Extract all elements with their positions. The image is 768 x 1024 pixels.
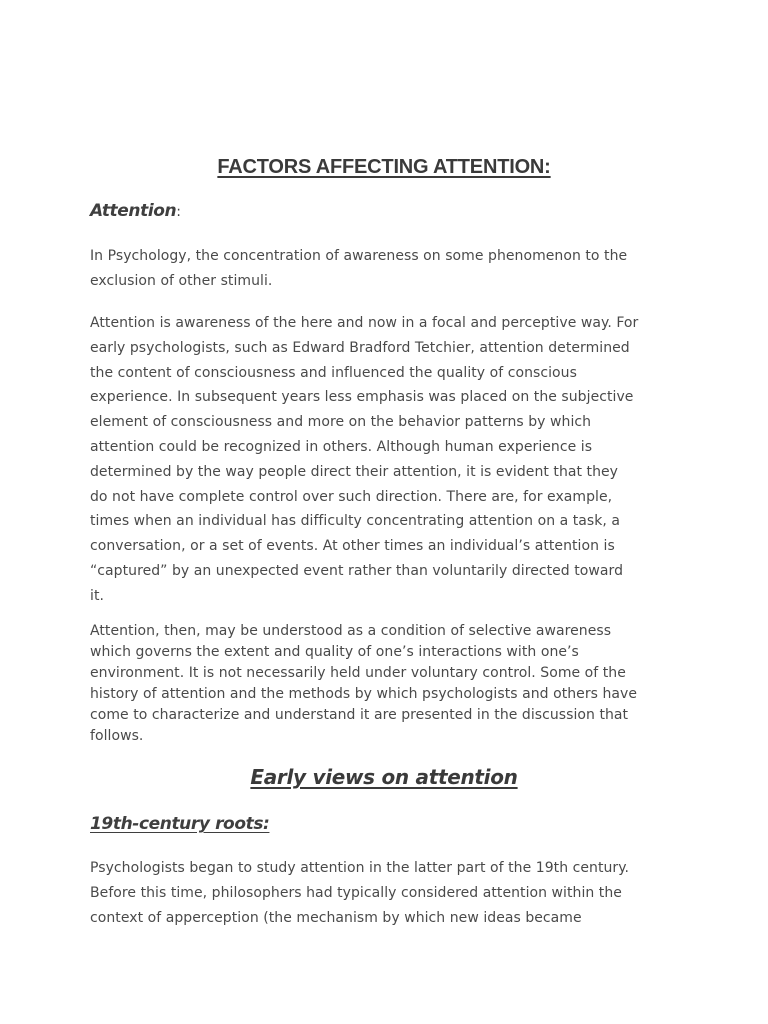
paragraph-line: Attention is awareness of the here and now in a focal and perceptive way. For <box>90 315 639 331</box>
definition-colon: : <box>176 204 181 220</box>
definition-heading <box>90 199 181 224</box>
paragraph-line: determined by the way people direct their attention, it is evident that they <box>90 463 618 480</box>
document-title: FACTORS AFFECTING ATTENTION: <box>217 156 551 178</box>
paragraph-line: Before this time, philosophers had typically considered attention within the <box>90 884 622 901</box>
definition-term: Attention <box>90 201 177 221</box>
section-heading: Early views on attention <box>250 765 518 789</box>
paragraph-line: do not have complete control over such direction. There are, for example, <box>90 488 613 505</box>
paragraph-line: exclusion of other stimuli. <box>90 272 273 289</box>
paragraph-line: In Psychology, the concentration of awareness on some phenomenon to the <box>90 248 628 264</box>
paragraph-line: Psychologists began to study attention in the latter part of the 19th century. <box>90 860 630 876</box>
paragraph-line: times when an individual has difficulty concentrating attention on a task, a <box>90 513 621 530</box>
body-paragraph <box>90 621 690 747</box>
paragraph-line: conversation, or a set of events. At other times an individual’s attention is <box>90 538 615 555</box>
paragraph-line: history of attention and the methods by which psychologists and others have <box>90 686 638 702</box>
paragraph-line: follows. <box>90 728 144 744</box>
paragraph-line: Attention, then, may be understood as a condition of selective awareness <box>90 623 612 639</box>
paragraph-line: “captured” by an unexpected event rather than voluntarily directed toward <box>90 562 624 579</box>
paragraph-line: early psychologists, such as Edward Bradford Tetchier, attention determined <box>90 339 630 356</box>
paragraph-line: come to characterize and understand it are presented in the discussion that <box>90 707 629 723</box>
paragraph-line: attention could be recognized in others. Although human experience is <box>90 438 593 455</box>
paragraph-line: the content of consciousness and influenced the quality of conscious <box>90 364 577 381</box>
paragraph-line: context of apperception (the mechanism by which new ideas became <box>90 909 582 926</box>
sub-section-heading: 19th-century roots: <box>90 814 270 834</box>
definition-paragraph <box>90 244 690 294</box>
section-paragraph <box>90 856 690 932</box>
paragraph-line: environment. It is not necessarily held under voluntary control. Some of the <box>90 665 626 681</box>
paragraph-line: which governs the extent and quality of one’s interactions with one’s <box>90 644 579 660</box>
paragraph-line: element of consciousness and more on the behavior patterns by which <box>90 414 592 431</box>
body-paragraph <box>90 311 690 609</box>
paragraph-line: experience. In subsequent years less emphasis was placed on the subjective <box>90 389 634 406</box>
paragraph-line: it. <box>90 587 104 604</box>
